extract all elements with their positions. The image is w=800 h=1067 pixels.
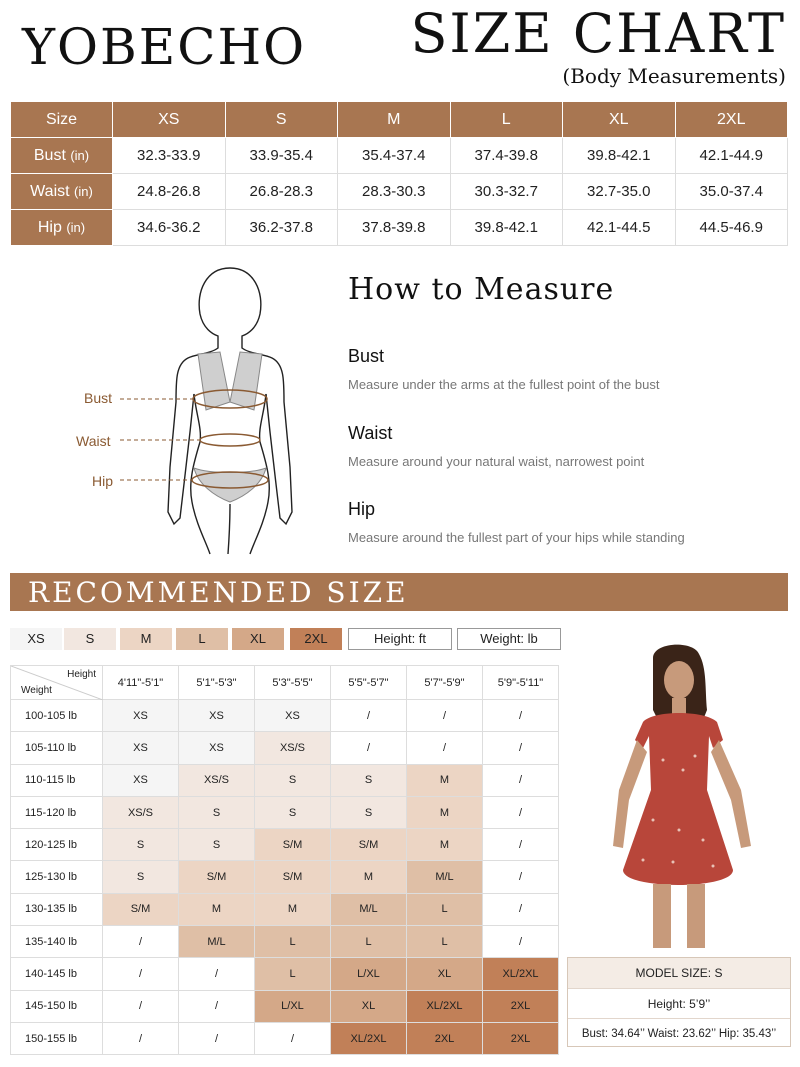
- recommended-size-cell: L: [331, 926, 407, 958]
- height-header-cell: 5'7"-5'9": [407, 666, 483, 700]
- body-figure: [60, 262, 340, 562]
- size-header-cell: Size: [11, 102, 113, 138]
- size-header-cell: S: [225, 102, 338, 138]
- recommended-size-cell: /: [483, 796, 559, 828]
- size-row-label: [11, 138, 113, 174]
- body-outline-icon: [60, 262, 340, 562]
- size-row-bust: [11, 138, 788, 174]
- size-row-hip: [11, 210, 788, 246]
- size-header-cell: XS: [113, 102, 226, 138]
- howto-bust-desc: Measure under the arms at the fullest point of the bust: [348, 377, 660, 392]
- recommended-size-cell: XS/S: [255, 732, 331, 764]
- size-value-cell: 34.6-36.2: [113, 210, 226, 246]
- weight-row-label: 120-125 lb: [11, 829, 103, 861]
- size-value-cell: 39.8-42.1: [563, 138, 676, 174]
- model-image: [583, 640, 773, 955]
- size-value-cell: 33.9-35.4: [225, 138, 338, 174]
- height-header-cell: 5'9"-5'11": [483, 666, 559, 700]
- recommended-size-cell: S: [103, 829, 179, 861]
- weight-row-label: 110-115 lb: [11, 764, 103, 796]
- size-value-cell: 28.3-30.3: [338, 174, 451, 210]
- recommended-size-cell: S: [179, 796, 255, 828]
- size-value-cell: 42.1-44.5: [563, 210, 676, 246]
- recommended-size-cell: /: [331, 732, 407, 764]
- weight-key: Weight: lb: [457, 628, 561, 650]
- recommended-size-cell: XL: [407, 958, 483, 990]
- recommended-size-cell: XL/2XL: [407, 990, 483, 1022]
- legend-chip-xl: XL: [232, 628, 284, 650]
- measure-unit: (in): [74, 183, 93, 199]
- weight-row-label: 125-130 lb: [11, 861, 103, 893]
- recommended-size-cell: L: [407, 926, 483, 958]
- figure-label-bust: Bust: [84, 390, 113, 406]
- size-value-cell: 42.1-44.9: [675, 138, 788, 174]
- size-table: [10, 101, 788, 246]
- chart-title: SIZE CHART: [410, 2, 786, 65]
- recommended-size-cell: L: [255, 926, 331, 958]
- model-info-box: [567, 957, 791, 1047]
- legend-chip-xs: XS: [10, 628, 62, 650]
- size-value-cell: 26.8-28.3: [225, 174, 338, 210]
- size-header-cell: 2XL: [675, 102, 788, 138]
- weight-row-label: 150-155 lb: [11, 1022, 103, 1054]
- weight-row-label: 140-145 lb: [11, 958, 103, 990]
- recommended-size-cell: S: [255, 764, 331, 796]
- model-size: MODEL SIZE: S: [568, 958, 790, 988]
- size-value-cell: 39.8-42.1: [450, 210, 563, 246]
- recommended-size-cell: /: [483, 732, 559, 764]
- recommended-size-cell: M: [407, 796, 483, 828]
- chart-subtitle: (Body Measurements): [562, 64, 786, 88]
- weight-row: [11, 732, 559, 764]
- height-header-cell: 5'5"-5'7": [331, 666, 407, 700]
- recommended-size-cell: L/XL: [255, 990, 331, 1022]
- recommended-size-cell: /: [407, 732, 483, 764]
- recommended-size-cell: /: [331, 700, 407, 732]
- size-value-cell: 37.4-39.8: [450, 138, 563, 174]
- recommended-size-cell: M: [407, 829, 483, 861]
- recommended-size-cell: /: [103, 926, 179, 958]
- recommended-size-cell: XS: [103, 732, 179, 764]
- size-value-cell: 30.3-32.7: [450, 174, 563, 210]
- recommended-size-cell: S: [103, 861, 179, 893]
- height-header-cell: 5'1"-5'3": [179, 666, 255, 700]
- recommended-size-cell: S: [331, 796, 407, 828]
- height-header-cell: 5'3"-5'5": [255, 666, 331, 700]
- recommended-size-cell: M: [331, 861, 407, 893]
- recommended-size-cell: 2XL: [483, 990, 559, 1022]
- recommended-size-cell: M/L: [331, 893, 407, 925]
- size-value-cell: 35.0-37.4: [675, 174, 788, 210]
- weight-row: [11, 990, 559, 1022]
- recommended-title: RECOMMENDED SIZE: [28, 576, 409, 609]
- recommended-size-cell: XS/S: [103, 796, 179, 828]
- recommended-size-table: [10, 665, 559, 1055]
- height-key: Height: ft: [348, 628, 452, 650]
- howto-hip-desc: Measure around the fullest part of your hips while standing: [348, 530, 685, 545]
- brand-logo: YOBECHO: [22, 18, 307, 76]
- measure-unit: (in): [66, 219, 86, 235]
- size-row-label: [11, 174, 113, 210]
- recommended-size-cell: XS: [103, 764, 179, 796]
- size-value-cell: 24.8-26.8: [113, 174, 226, 210]
- legend-chip-m: M: [120, 628, 172, 650]
- weight-row: [11, 958, 559, 990]
- weight-row: [11, 829, 559, 861]
- model-photo: [583, 640, 773, 955]
- weight-row-label: 100-105 lb: [11, 700, 103, 732]
- recommended-size-cell: /: [179, 990, 255, 1022]
- recommended-size-cell: S: [331, 764, 407, 796]
- recommended-size-cell: S/M: [255, 861, 331, 893]
- recommended-header-row: [11, 666, 559, 700]
- weight-row: [11, 700, 559, 732]
- recommended-size-cell: M: [407, 764, 483, 796]
- figure-label-hip: Hip: [92, 473, 114, 489]
- howto-waist-desc: Measure around your natural waist, narrowest point: [348, 454, 645, 469]
- size-value-cell: 32.7-35.0: [563, 174, 676, 210]
- recommended-size-cell: /: [103, 1022, 179, 1054]
- measure-name: Hip: [37, 218, 62, 236]
- size-value-cell: 37.8-39.8: [338, 210, 451, 246]
- measure-name: Bust: [33, 146, 66, 164]
- recommended-banner: [10, 573, 788, 611]
- measure-unit: (in): [70, 147, 90, 163]
- size-header-cell: XL: [563, 102, 676, 138]
- corner-height-label: Height: [67, 669, 96, 680]
- table-corner: [11, 666, 103, 700]
- size-value-cell: 32.3-33.9: [113, 138, 226, 174]
- recommended-size-cell: /: [407, 700, 483, 732]
- how-to-measure-title: How to Measure: [348, 272, 615, 307]
- recommended-size-cell: S/M: [103, 893, 179, 925]
- weight-row-label: 115-120 lb: [11, 796, 103, 828]
- howto-hip-title: Hip: [348, 499, 376, 519]
- recommended-size-cell: XL: [331, 990, 407, 1022]
- recommended-size-cell: /: [103, 958, 179, 990]
- weight-row: [11, 861, 559, 893]
- figure-label-waist: Waist: [76, 433, 111, 449]
- recommended-size-cell: XL/2XL: [331, 1022, 407, 1054]
- recommended-size-cell: XS: [179, 732, 255, 764]
- weight-row: [11, 926, 559, 958]
- weight-row: [11, 893, 559, 925]
- weight-row-label: 145-150 lb: [11, 990, 103, 1022]
- measure-name: Waist: [30, 182, 70, 200]
- recommended-size-cell: 2XL: [483, 1022, 559, 1054]
- recommended-size-cell: S: [255, 796, 331, 828]
- recommended-size-cell: S/M: [179, 861, 255, 893]
- howto-waist-title: Waist: [348, 423, 393, 443]
- weight-row: [11, 764, 559, 796]
- size-value-cell: 35.4-37.4: [338, 138, 451, 174]
- size-header-cell: L: [450, 102, 563, 138]
- model-height: Height: 5’9’’: [568, 988, 790, 1018]
- recommended-size-cell: /: [483, 893, 559, 925]
- howto-bust-title: Bust: [348, 346, 385, 366]
- legend-chip-l: L: [176, 628, 228, 650]
- recommended-size-cell: S/M: [331, 829, 407, 861]
- weight-row-label: 130-135 lb: [11, 893, 103, 925]
- recommended-size-cell: M/L: [179, 926, 255, 958]
- size-value-cell: 36.2-37.8: [225, 210, 338, 246]
- weight-row-label: 105-110 lb: [11, 732, 103, 764]
- size-value-cell: 44.5-46.9: [675, 210, 788, 246]
- recommended-size-cell: XL/2XL: [483, 958, 559, 990]
- size-table-header: [11, 102, 788, 138]
- recommended-size-cell: /: [483, 700, 559, 732]
- recommended-size-cell: /: [483, 829, 559, 861]
- recommended-size-cell: XS/S: [179, 764, 255, 796]
- size-header-cell: M: [338, 102, 451, 138]
- recommended-size-cell: M: [255, 893, 331, 925]
- corner-weight-label: Weight: [21, 685, 52, 696]
- recommended-size-cell: /: [483, 861, 559, 893]
- size-row-waist: [11, 174, 788, 210]
- weight-row-label: 135-140 lb: [11, 926, 103, 958]
- recommended-size-cell: S: [179, 829, 255, 861]
- recommended-size-cell: M: [179, 893, 255, 925]
- recommended-size-cell: /: [255, 1022, 331, 1054]
- legend-chip-s: S: [64, 628, 116, 650]
- model-measurements: Bust: 34.64’’ Waist: 23.62’’ Hip: 35.43’’: [568, 1018, 790, 1048]
- recommended-size-cell: XS: [255, 700, 331, 732]
- recommended-size-cell: L/XL: [331, 958, 407, 990]
- recommended-size-cell: L: [407, 893, 483, 925]
- recommended-size-cell: /: [483, 764, 559, 796]
- size-row-label: [11, 210, 113, 246]
- recommended-size-cell: L: [255, 958, 331, 990]
- recommended-size-cell: /: [179, 958, 255, 990]
- recommended-size-cell: XS: [103, 700, 179, 732]
- recommended-size-cell: S/M: [255, 829, 331, 861]
- height-header-cell: 4'11"-5'1": [103, 666, 179, 700]
- weight-row: [11, 796, 559, 828]
- recommended-size-cell: 2XL: [407, 1022, 483, 1054]
- recommended-size-cell: XS: [179, 700, 255, 732]
- recommended-size-cell: /: [179, 1022, 255, 1054]
- recommended-size-cell: /: [103, 990, 179, 1022]
- recommended-size-cell: /: [483, 926, 559, 958]
- weight-row: [11, 1022, 559, 1054]
- legend-chip-2xl: 2XL: [290, 628, 342, 650]
- recommended-size-cell: M/L: [407, 861, 483, 893]
